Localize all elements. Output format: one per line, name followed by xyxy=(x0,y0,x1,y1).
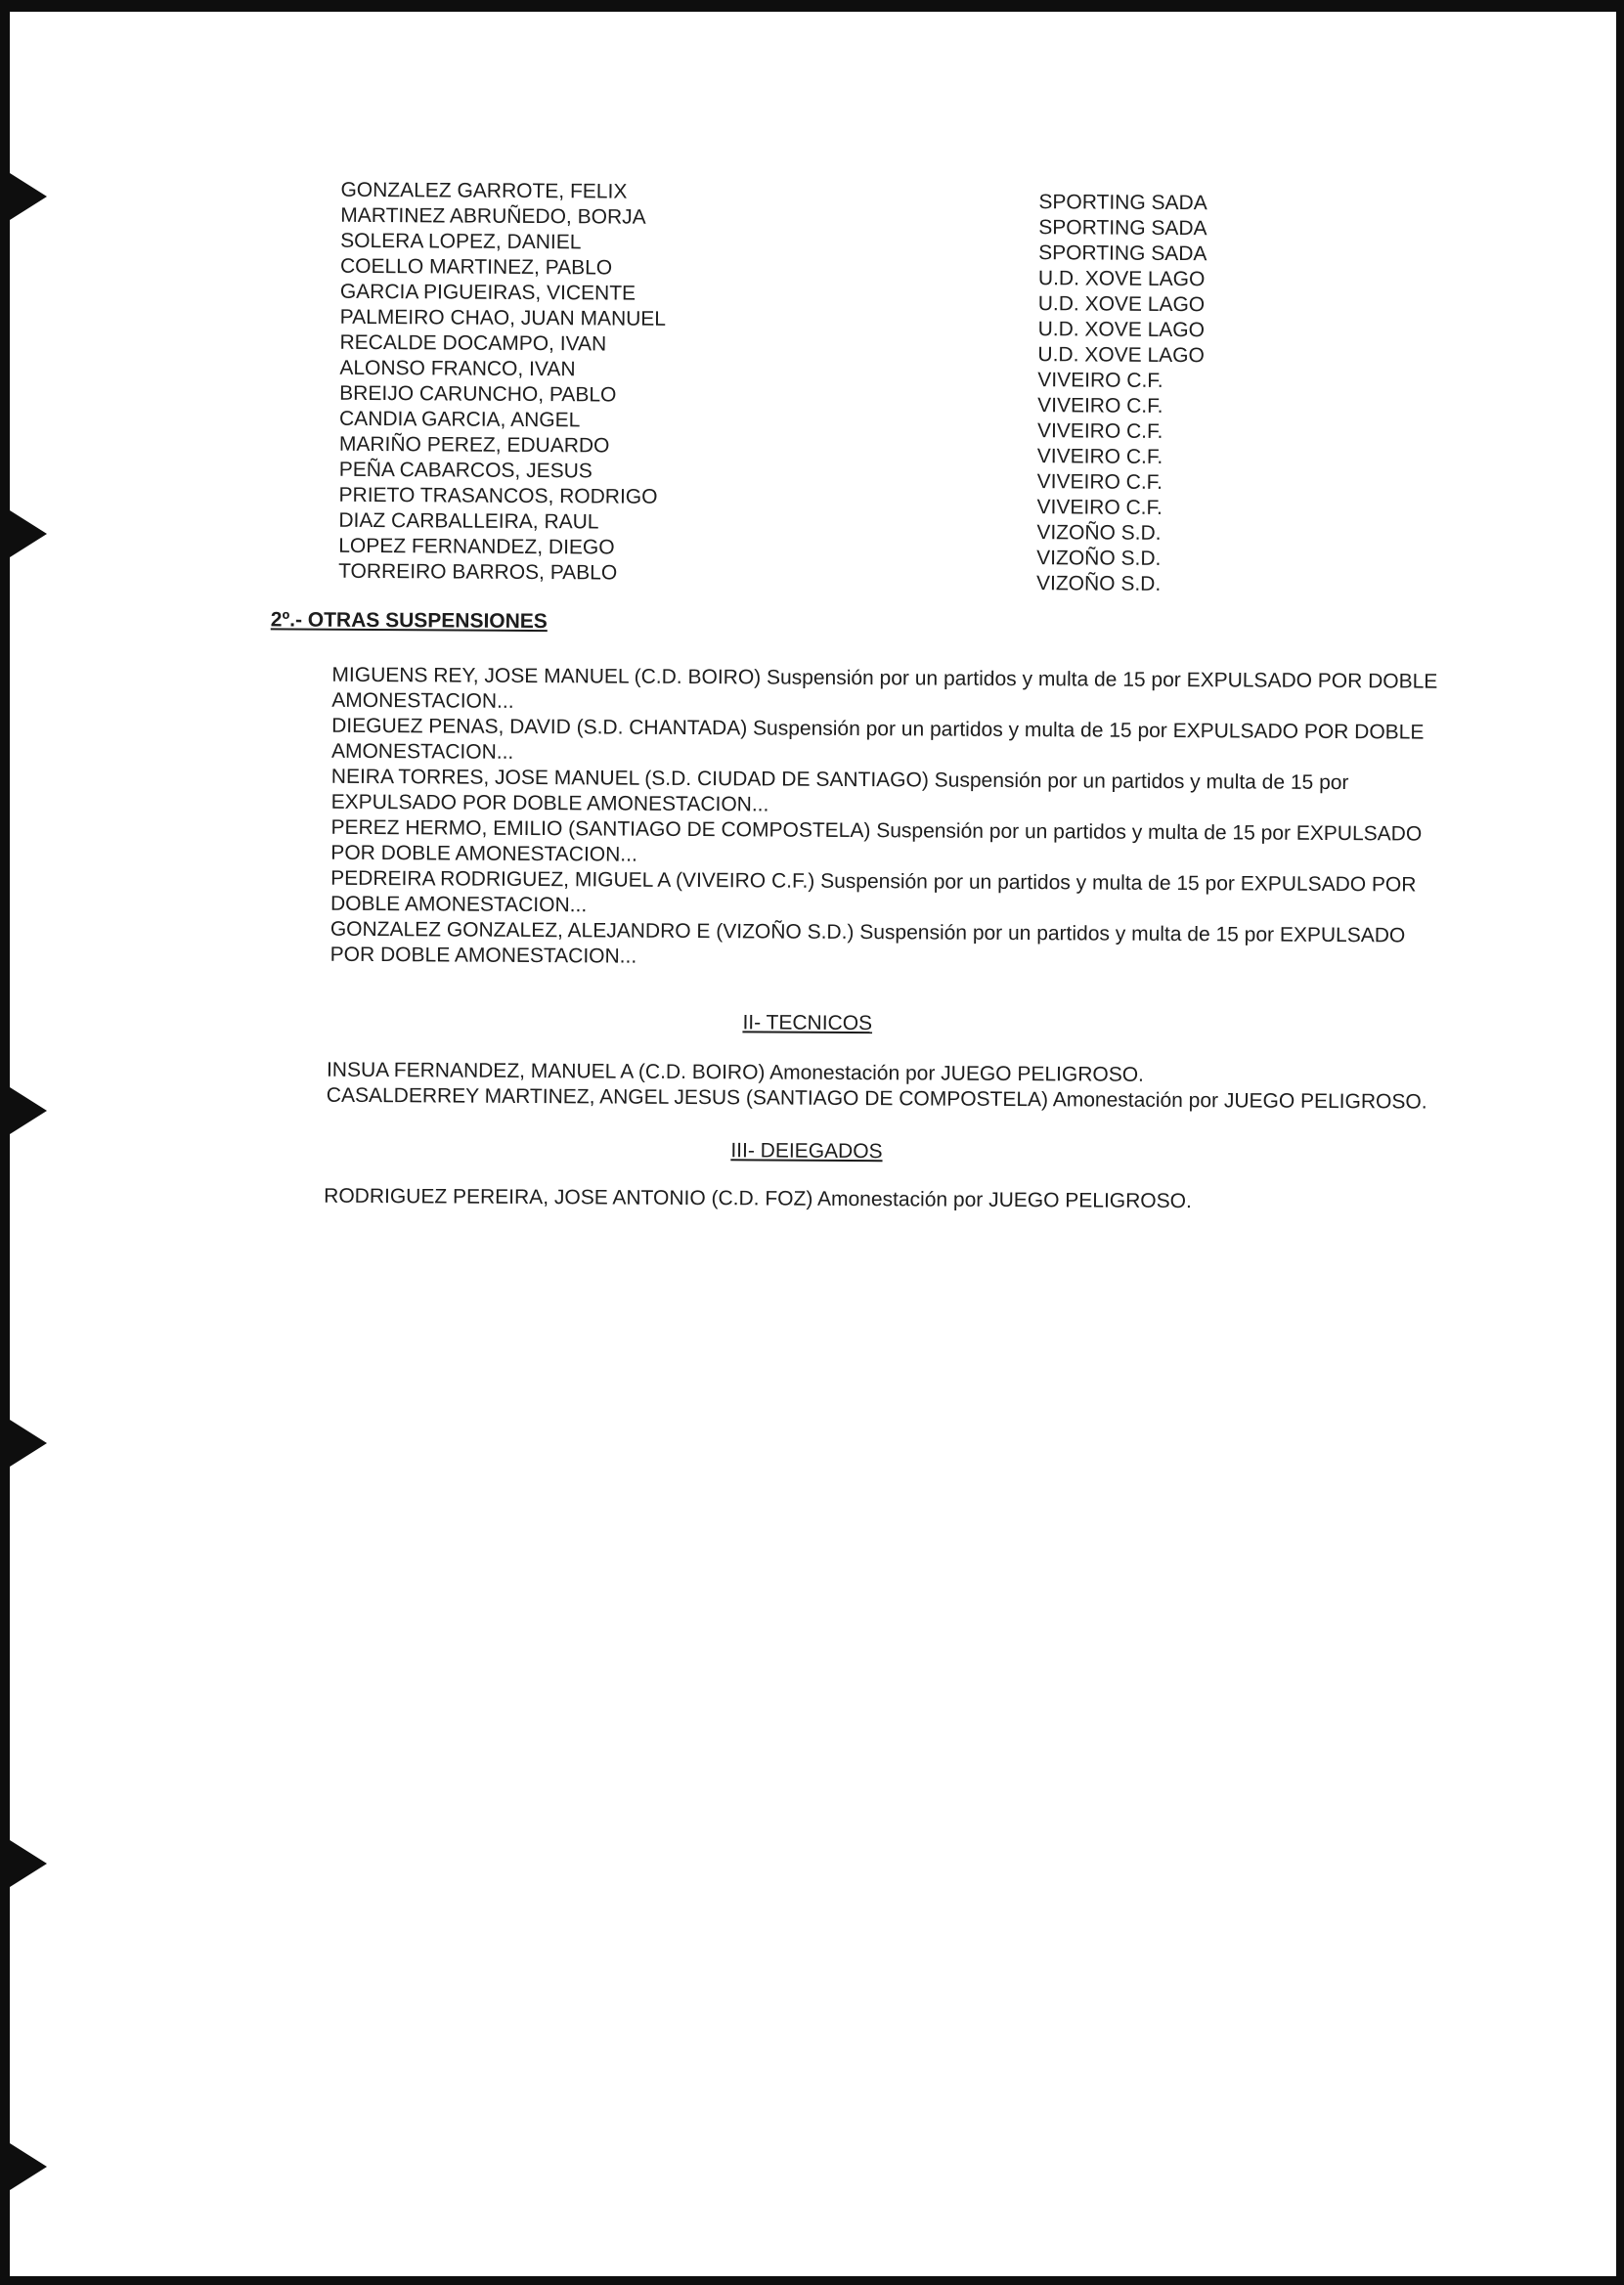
player-club: U.D. XOVE LAGO xyxy=(1037,292,1206,317)
player-club: VIVEIRO C.F. xyxy=(1036,496,1163,519)
player-club: VIVEIRO C.F. xyxy=(1036,419,1163,443)
section-heading-delegados: III- DEIEGADOS xyxy=(730,1139,883,1164)
player-club: VIZOÑO S.D. xyxy=(1035,572,1162,595)
player-name: RECALDE DOCAMPO, IVAN xyxy=(339,330,607,356)
player-name: PRIETO TRASANCOS, RODRIGO xyxy=(338,483,658,508)
suspension-entry xyxy=(331,765,1554,823)
player-name: CANDIA GARCIA, ANGEL xyxy=(338,407,581,432)
player-name: ALONSO FRANCO, IVAN xyxy=(339,356,576,381)
entry-line: MIGUENS REY, JOSE MANUEL (C.D. BOIRO) Suspensión por un partidos y multa de 15 por EXPULSADO POR DOBLE xyxy=(331,663,1438,693)
player-name: PALMEIRO CHAO, JUAN MANUEL xyxy=(339,305,667,330)
suspension-entry xyxy=(331,714,1554,772)
entry-line: POR DOBLE AMONESTACION... xyxy=(329,943,637,968)
entry-line: PEREZ HERMO, EMILIO (SANTIAGO DE COMPOSTELA) Suspensión por un partidos y multa de 15 por EXPULSADO xyxy=(330,815,1423,846)
player-club: U.D. XOVE LAGO xyxy=(1037,343,1205,368)
entry-line: DOBLE AMONESTACION... xyxy=(329,892,588,917)
player-name: MARIÑO PEREZ, EDUARDO xyxy=(338,432,610,458)
section-heading-otras-suspensiones: 2º.- OTRAS SUSPENSIONES xyxy=(270,608,548,634)
entry-line: PEDREIRA RODRIGUEZ, MIGUEL A (VIVEIRO C.F.) Suspensión por un partidos y multa de 15 por EXPULSADO POR xyxy=(330,866,1417,897)
suspended-players-list xyxy=(7,176,1616,593)
player-club: VIZOÑO S.D. xyxy=(1036,547,1162,570)
suspension-entry xyxy=(330,815,1553,874)
player-club: SPORTING SADA xyxy=(1038,216,1207,241)
player-name: LOPEZ FERNANDEZ, DIEGO xyxy=(338,534,615,559)
delegado-entry: RODRIGUEZ PEREIRA, JOSE ANTONIO (C.D. FOZ) Amonestación por JUEGO PELIGROSO. xyxy=(324,1184,1192,1213)
tecnico-entry: INSUA FERNANDEZ, MANUEL A (C.D. BOIRO) Amonestación por JUEGO PELIGROSO. xyxy=(326,1058,1145,1086)
player-club: VIZOÑO S.D. xyxy=(1036,521,1162,545)
suspension-entry xyxy=(330,917,1553,976)
player-club: SPORTING SADA xyxy=(1038,191,1207,215)
player-name: COELLO MARTINEZ, PABLO xyxy=(339,254,613,280)
player-club: U.D. XOVE LAGO xyxy=(1037,318,1206,342)
suspension-entry xyxy=(331,663,1554,722)
player-club: VIVEIRO C.F. xyxy=(1037,394,1163,417)
section-heading-tecnicos: II- TECNICOS xyxy=(742,1011,873,1035)
entry-line: AMONESTACION... xyxy=(330,739,514,764)
player-name: BREIJO CARUNCHO, PABLO xyxy=(339,381,617,407)
entry-line: NEIRA TORRES, JOSE MANUEL (S.D. CIUDAD DE SANTIAGO) Suspensión por un partidos y multa de 15 por xyxy=(330,765,1349,795)
player-club: VIVEIRO C.F. xyxy=(1036,470,1163,494)
document-page xyxy=(10,12,1616,2276)
entry-line: GONZALEZ GONZALEZ, ALEJANDRO E (VIZOÑO S.D.) Suspensión por un partidos y multa de 15 por EXPULSADO xyxy=(329,917,1406,947)
suspension-entry xyxy=(330,866,1553,925)
player-club: VIVEIRO C.F. xyxy=(1037,369,1163,392)
player-name: GONZALEZ GARROTE, FELIX xyxy=(340,178,628,203)
player-club: VIVEIRO C.F. xyxy=(1036,445,1163,468)
entry-line: AMONESTACION... xyxy=(331,688,514,713)
player-name: GARCIA PIGUEIRAS, VICENTE xyxy=(339,280,636,305)
tecnico-entry: CASALDERREY MARTINEZ, ANGEL JESUS (SANTIAGO DE COMPOSTELA) Amonestación por JUEGO PELIGROSO. xyxy=(326,1083,1427,1114)
entry-line: DIEGUEZ PENAS, DAVID (S.D. CHANTADA) Suspensión por un partidos y multa de 15 por EXPULSADO POR DOBLE xyxy=(331,714,1425,744)
entry-line: EXPULSADO POR DOBLE AMONESTACION... xyxy=(330,790,769,816)
player-club: SPORTING SADA xyxy=(1038,242,1207,266)
player-name: DIAZ CARBALLEIRA, RAUL xyxy=(338,508,599,534)
player-name: PEÑA CABARCOS, JESUS xyxy=(338,458,593,483)
entry-line: POR DOBLE AMONESTACION... xyxy=(330,841,637,866)
player-name: MARTINEZ ABRUÑEDO, BORJA xyxy=(340,203,646,229)
player-club: U.D. XOVE LAGO xyxy=(1037,267,1206,291)
player-name: TORREIRO BARROS, PABLO xyxy=(338,559,618,585)
other-suspensions-list xyxy=(330,663,1555,976)
document-content xyxy=(0,8,1617,2282)
player-name: SOLERA LOPEZ, DANIEL xyxy=(340,229,582,254)
